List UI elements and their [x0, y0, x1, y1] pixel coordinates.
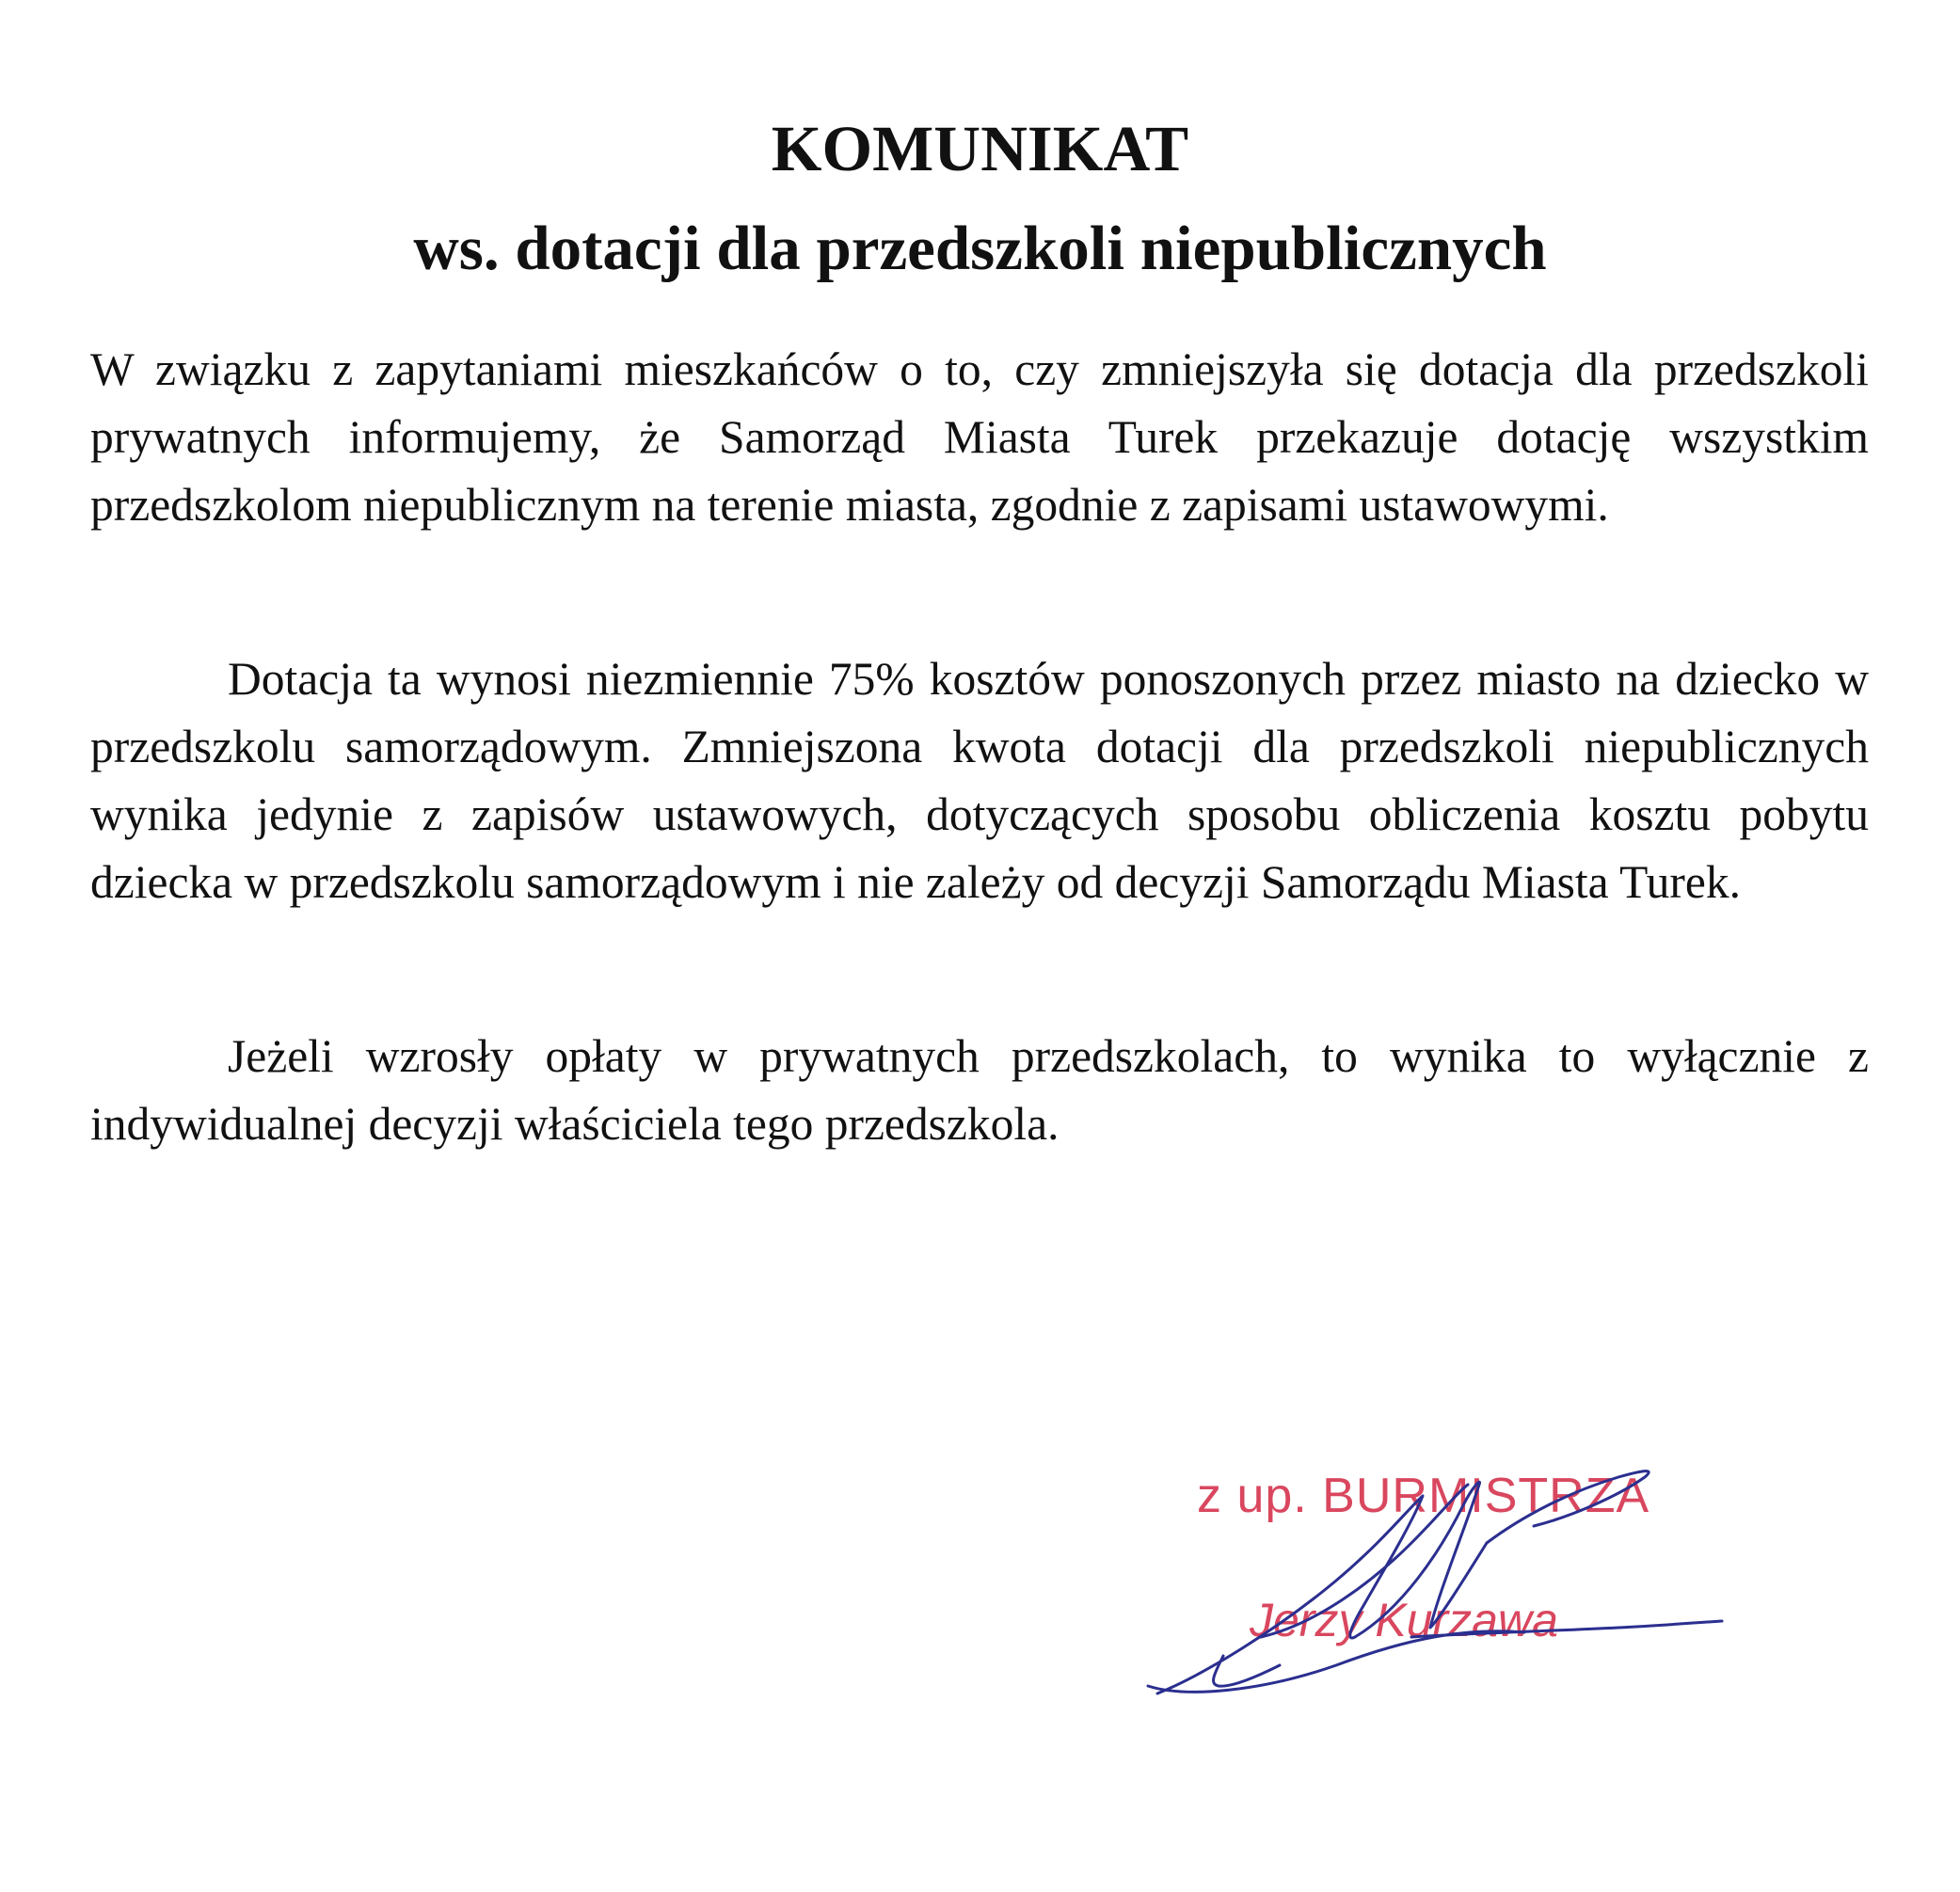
paragraph-2: Dotacja ta wynosi niezmiennie 75% kosztów ponoszonych przez miasto na dziecko w przedszkolu samorządowym. Zmniejszona kwota dotacji dla przedszkoli niepublicznych wynika jedynie z zapisów ustawowych, dotyczących sposobu obliczenia kosztu pobytu dziecka w przedszkolu samorządowym i nie zależy od decyzji Samorządu Miasta Turek. [90, 653, 1869, 908]
document-title: KOMUNIKAT [771, 113, 1189, 184]
handwritten-signature [1129, 1439, 1731, 1712]
document-subtitle: ws. dotacji dla przedszkoli niepublicznych [413, 214, 1547, 283]
stamp-name: Jerzy Kurzawa [1250, 1594, 1558, 1646]
paragraph-3: Jeżeli wzrosły opłaty w prywatnych przedszkolach, to wynika to wyłącznie z indywidualnej decyzji właściciela tego przedszkola. [90, 1030, 1869, 1150]
stamp-authority-line: z up. BURMISTRZA [1197, 1469, 1650, 1523]
paragraph-1: W związku z zapytaniami mieszkańców o to, czy zmniejszyła się dotacja dla przedszkoli prywatnych informujemy, że Samorząd Miasta Turek przekazuje dotację wszystkim przedszkolom niepublicznym na terenie miasta, zgodnie z zapisami ustawowymi. [90, 343, 1869, 531]
